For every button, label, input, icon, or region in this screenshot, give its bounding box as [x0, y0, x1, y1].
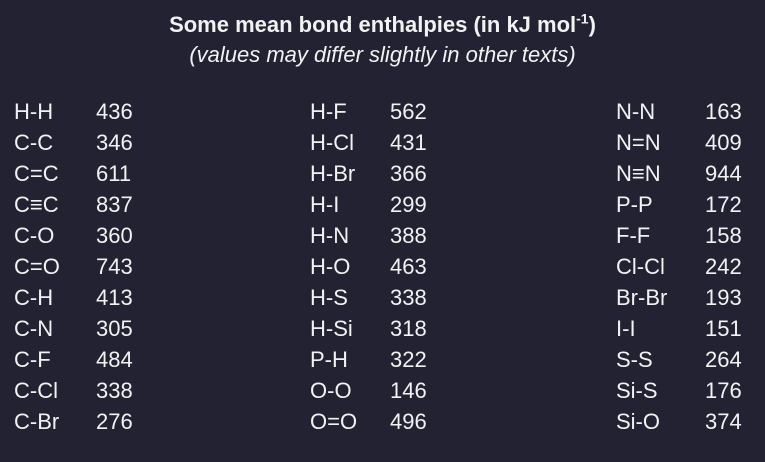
bond-row: [310, 158, 427, 189]
bond-row: [310, 251, 427, 282]
bond-label: C-F: [14, 347, 51, 372]
bond-row: [310, 127, 427, 158]
bond-row: [616, 313, 742, 344]
bond-label: O-O: [310, 378, 352, 403]
bond-enthalpy-value: 484: [96, 347, 133, 372]
bond-label: H-Si: [310, 316, 353, 341]
page-title: [0, 12, 765, 38]
bond-row: [310, 189, 427, 220]
bond-enthalpy-value: 436: [96, 99, 133, 124]
bond-column-3: [616, 96, 742, 437]
bond-row: [14, 313, 133, 344]
bond-enthalpy-value: 163: [705, 99, 742, 124]
bond-row: [616, 127, 742, 158]
bond-enthalpy-value: 172: [705, 192, 742, 217]
bond-label: C-N: [14, 316, 54, 341]
bond-row: [14, 375, 133, 406]
bond-label: N=N: [616, 130, 661, 155]
bond-label: C-O: [14, 223, 55, 248]
bond-enthalpy-value: 322: [390, 347, 427, 372]
bond-label: S-S: [616, 347, 653, 372]
title-text: Some mean bond enthalpies (in kJ mol: [169, 12, 577, 37]
bond-enthalpy-value: 388: [390, 223, 427, 248]
bond-row: [310, 313, 427, 344]
bond-label: Br-Br: [616, 285, 668, 310]
bond-enthalpy-value: 944: [705, 161, 742, 186]
bond-row: [616, 406, 742, 437]
bond-enthalpy-value: 193: [705, 285, 742, 310]
bond-label: Si-O: [616, 409, 660, 434]
bond-row: [616, 282, 742, 313]
title-end: ): [588, 12, 596, 37]
bond-row: [14, 127, 133, 158]
bond-row: [310, 282, 427, 313]
bond-label: C=O: [14, 254, 60, 279]
bond-enthalpy-value: 431: [390, 130, 427, 155]
bond-label: H-Cl: [310, 130, 354, 155]
bond-enthalpy-value: 496: [390, 409, 427, 434]
bond-column-2: [310, 96, 427, 437]
bond-enthalpy-value: 276: [96, 409, 133, 434]
bond-label: Si-S: [616, 378, 658, 403]
bond-enthalpy-value: 360: [96, 223, 133, 248]
bond-label: N≡N: [616, 161, 661, 186]
bond-row: [616, 251, 742, 282]
bond-enthalpy-value: 151: [705, 316, 742, 341]
bond-enthalpy-value: 158: [705, 223, 742, 248]
bond-row: [14, 96, 133, 127]
bond-row: [14, 251, 133, 282]
bond-label: H-Br: [310, 161, 356, 186]
bond-row: [310, 96, 427, 127]
bond-label: H-F: [310, 99, 347, 124]
bond-label: C-Br: [14, 409, 60, 434]
bond-label: H-O: [310, 254, 351, 279]
bond-row: [616, 220, 742, 251]
bond-row: [616, 158, 742, 189]
bond-enthalpy-value: 299: [390, 192, 427, 217]
bond-label: H-S: [310, 285, 348, 310]
bond-label: O=O: [310, 409, 358, 434]
bond-row: [310, 220, 427, 251]
page-subtitle: (values may differ slightly in other texts): [189, 42, 576, 67]
bond-label: I-I: [616, 316, 636, 341]
bond-enthalpy-value: 611: [96, 161, 132, 186]
bond-row: [616, 344, 742, 375]
bond-column-1: [14, 96, 133, 437]
bond-enthalpy-value: 338: [96, 378, 133, 403]
bond-row: [310, 406, 427, 437]
bond-label: P-H: [310, 347, 348, 372]
bond-row: [14, 282, 133, 313]
bond-row: [14, 158, 133, 189]
bond-label: C-Cl: [14, 378, 58, 403]
bond-row: [310, 344, 427, 375]
bond-label: H-N: [310, 223, 350, 248]
bond-label: C-H: [14, 285, 54, 310]
bond-enthalpy-value: 264: [705, 347, 742, 372]
bond-enthalpy-value: 305: [96, 316, 133, 341]
bond-enthalpy-value: 318: [390, 316, 427, 341]
bond-enthalpy-value: 338: [390, 285, 427, 310]
bond-label: C=C: [14, 161, 59, 186]
bond-enthalpy-value: 413: [96, 285, 133, 310]
bond-label: H-I: [310, 192, 340, 217]
bond-row: [14, 344, 133, 375]
bond-label: N-N: [616, 99, 656, 124]
bond-enthalpy-value: 562: [390, 99, 427, 124]
bond-row: [14, 406, 133, 437]
bond-label: F-F: [616, 223, 651, 248]
bond-label: H-H: [14, 99, 54, 124]
bond-enthalpy-value: 146: [390, 378, 427, 403]
bond-enthalpy-value: 837: [96, 192, 133, 217]
title-superscript: -1: [576, 10, 589, 27]
bond-enthalpy-value: 463: [390, 254, 427, 279]
bond-enthalpy-value: 374: [705, 409, 742, 434]
bond-label: C≡C: [14, 192, 59, 217]
bond-enthalpy-value: 743: [96, 254, 133, 279]
bond-row: [616, 375, 742, 406]
bond-row: [616, 96, 742, 127]
bond-enthalpy-value: 409: [705, 130, 742, 155]
bond-enthalpy-value: 366: [390, 161, 427, 186]
bond-enthalpy-value: 242: [705, 254, 742, 279]
bond-enthalpy-value: 176: [705, 378, 742, 403]
bond-row: [310, 375, 427, 406]
bond-label: Cl-Cl: [616, 254, 665, 279]
bond-label: P-P: [616, 192, 653, 217]
bond-row: [14, 220, 133, 251]
bond-label: C-C: [14, 130, 54, 155]
bond-enthalpy-value: 346: [96, 130, 133, 155]
bond-row: [616, 189, 742, 220]
bond-row: [14, 189, 133, 220]
